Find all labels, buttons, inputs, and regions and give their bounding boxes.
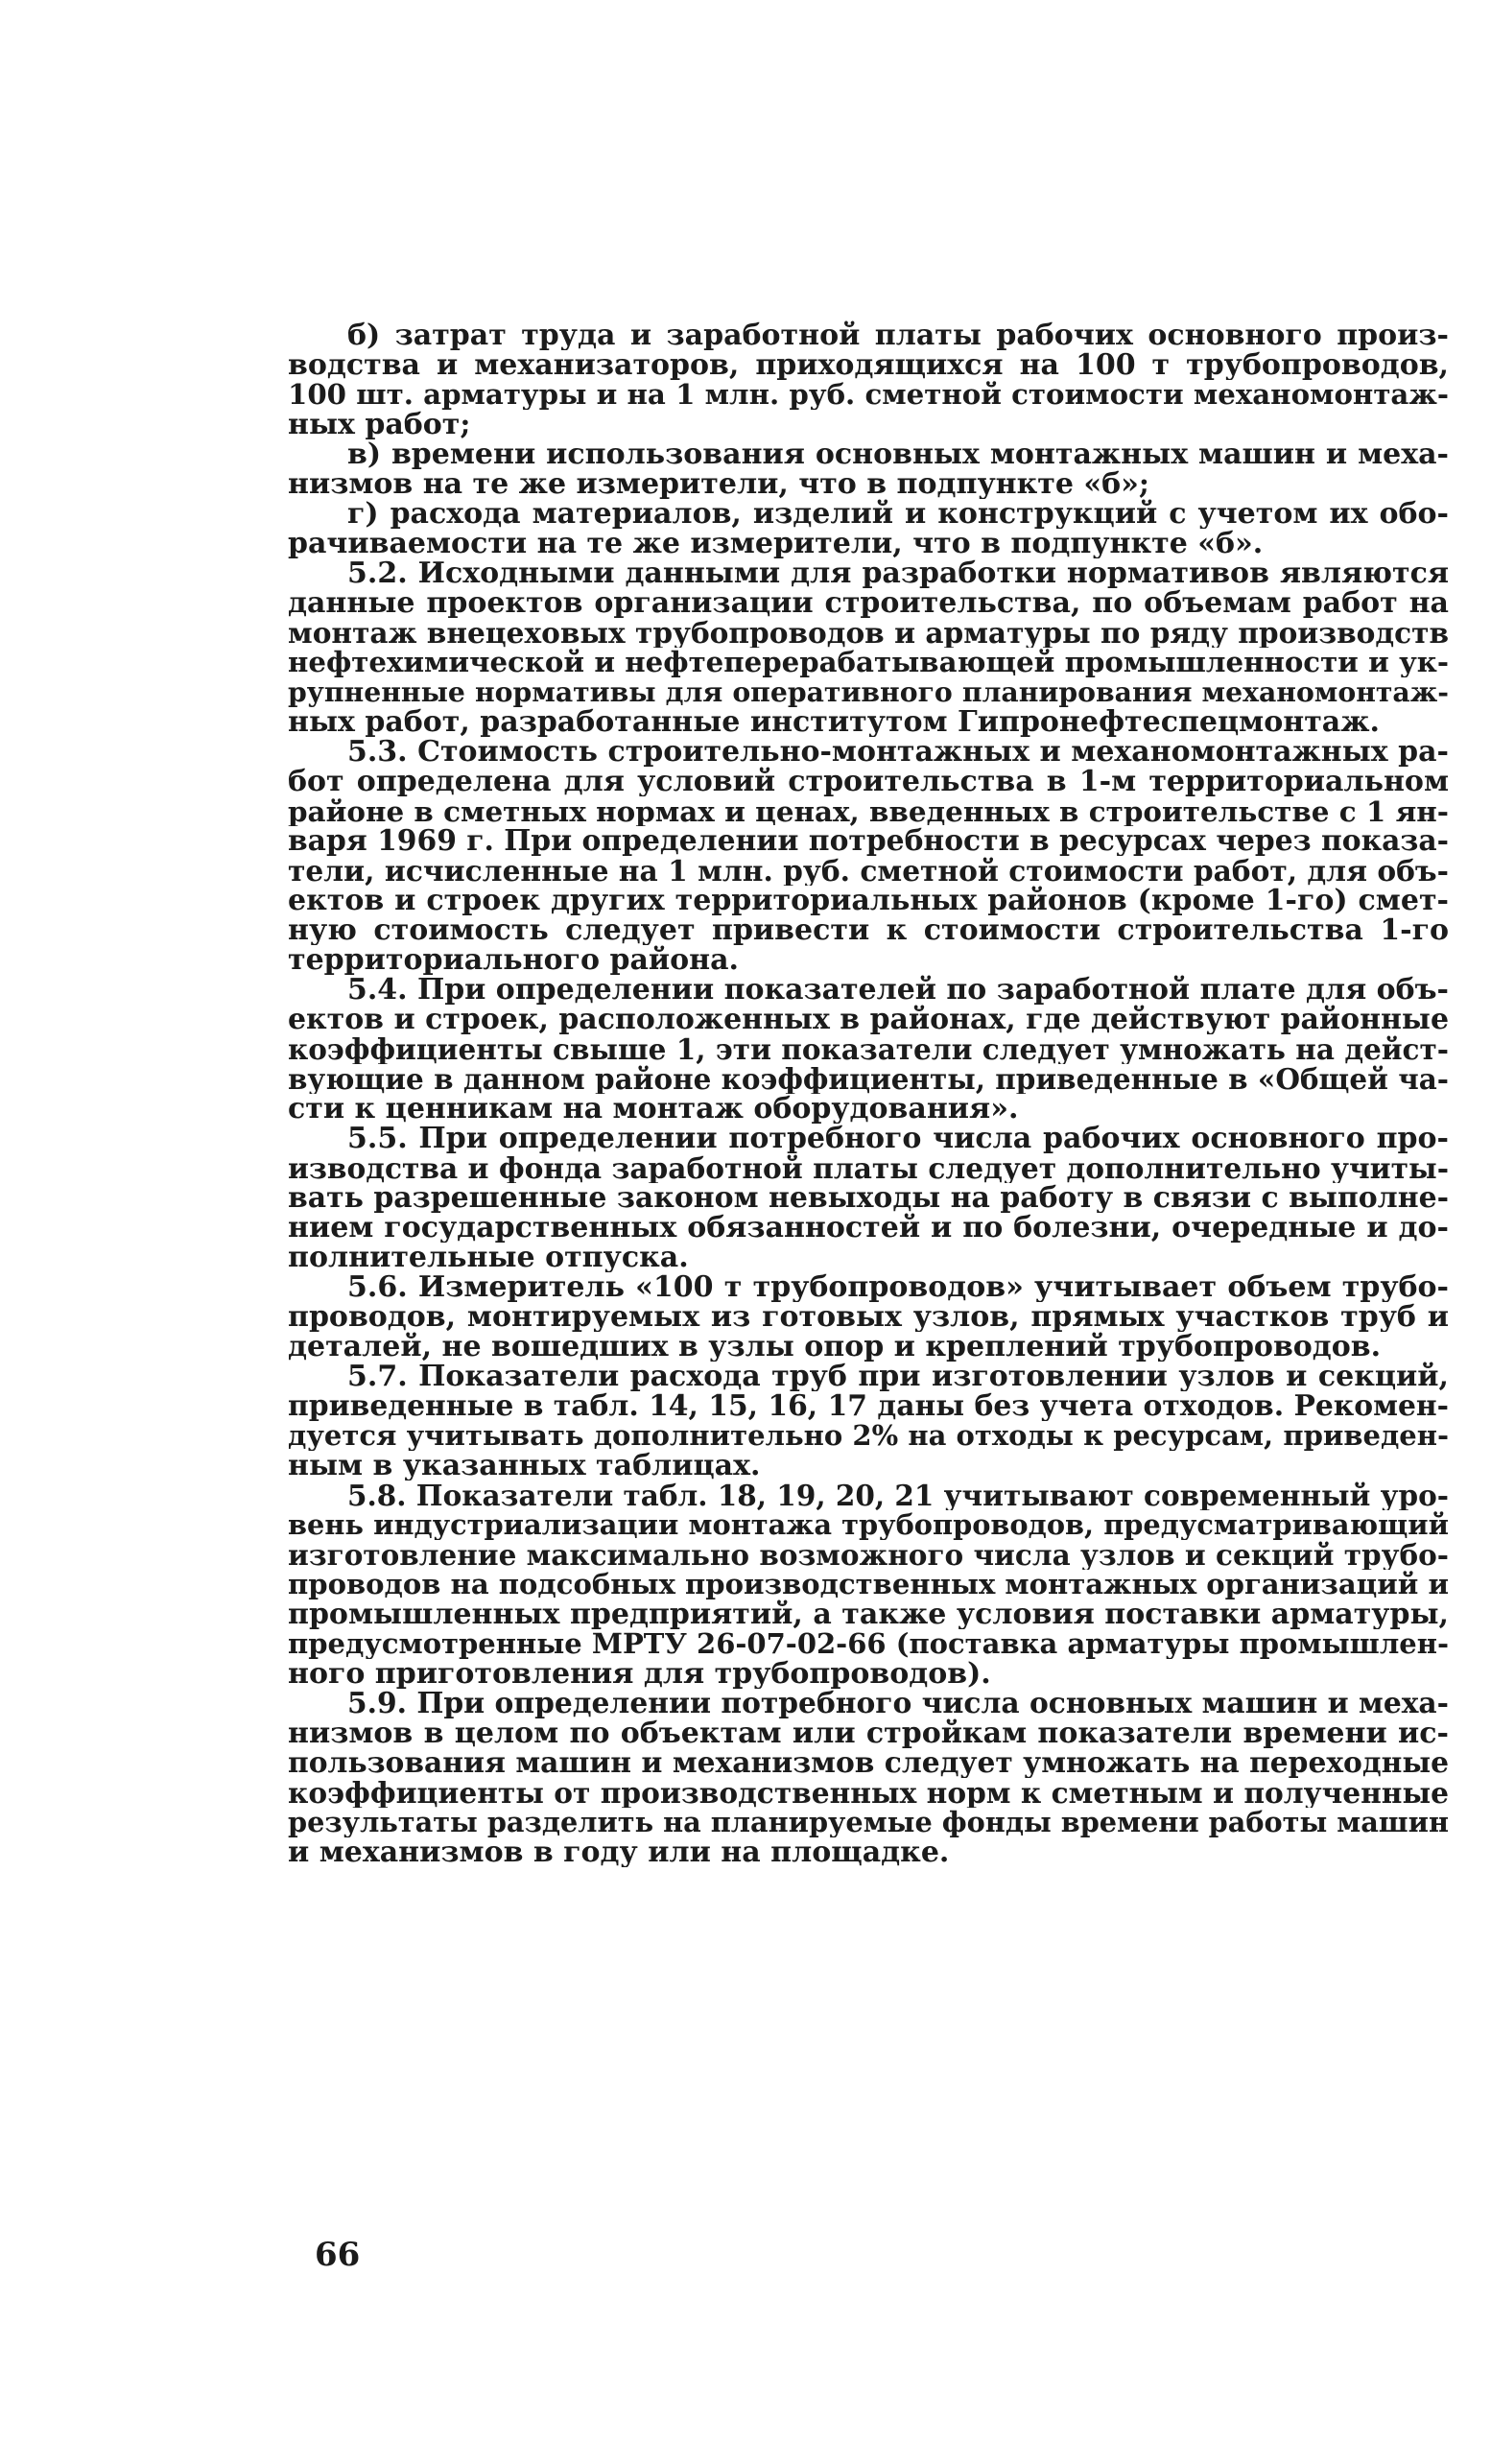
text-line: проводов, монтируемых из готовых узлов, прямых участков труб и	[288, 1302, 1449, 1332]
paragraph-5-4	[288, 975, 1449, 1124]
text-line: ного приготовления для трубопроводов).	[288, 1659, 991, 1689]
text-line: 5.7. Показатели расхода труб при изготовлении узлов и секций,	[347, 1362, 1449, 1391]
text-line: рупненные нормативы для оперативного планирования механомонтаж-	[288, 677, 1449, 707]
paragraph-5-6	[288, 1272, 1449, 1362]
paragraph-5-3	[288, 737, 1449, 975]
text-line: территориального района.	[288, 945, 739, 975]
text-line: дуется учитывать дополнительно 2% на отходы к ресурсам, приведен-	[288, 1421, 1449, 1451]
paragraph-5-5	[288, 1124, 1449, 1272]
text-line: рачиваемости на те же измерители, что в подпункте «б».	[288, 529, 1264, 558]
text-line: ектов и строек, расположенных в районах, где действуют районные	[288, 1005, 1449, 1034]
text-line: 5.5. При определении потребного числа рабочих основного про-	[347, 1124, 1449, 1153]
text-line: вень индустриализации монтажа трубопроводов, предусматривающий	[288, 1510, 1449, 1540]
text-line: варя 1969 г. При определении потребности в ресурсах через показа-	[288, 826, 1449, 856]
text-line: низмов в целом по объектам или стройкам показатели времени ис-	[288, 1718, 1449, 1748]
paragraph-5-8	[288, 1481, 1449, 1689]
text-line: 5.9. При определении потребного числа основных машин и меха-	[347, 1689, 1449, 1718]
text-line: коэффициенты свыше 1, эти показатели следует умножать на дейст-	[288, 1034, 1449, 1064]
page-number: 66	[315, 2236, 361, 2274]
text-line: монтаж внецеховых трубопроводов и арматуры по ряду производств	[288, 618, 1449, 648]
text-line: 5.6. Измеритель «100 т трубопроводов» учитывает объем трубо-	[347, 1272, 1449, 1302]
text-line: 5.8. Показатели табл. 18, 19, 20, 21 учитывают современный уро-	[347, 1481, 1449, 1510]
text-line: вать разрешенные законом невыходы на работу в связи с выполне-	[288, 1183, 1449, 1213]
text-line: тели, исчисленные на 1 млн. руб. сметной стоимости работ, для объ-	[288, 856, 1449, 886]
text-line: результаты разделить на планируемые фонды времени работы машин	[288, 1808, 1449, 1837]
text-line: 5.3. Стоимость строительно-монтажных и механомонтажных ра-	[347, 737, 1449, 767]
text-line: ных работ;	[288, 410, 471, 439]
paragraph-5-1-b	[288, 320, 1449, 439]
text-line: ным в указанных таблицах.	[288, 1451, 761, 1481]
text-line: ных работ, разработанные институтом Гипронефтеспецмонтаж.	[288, 707, 1380, 737]
text-line: 5.2. Исходными данными для разработки нормативов являются	[347, 558, 1449, 588]
text-line: изготовление максимально возможного числа узлов и секций трубо-	[288, 1540, 1449, 1570]
paragraph-5-9	[288, 1689, 1449, 1867]
text-line: и механизмов в году или на площадке.	[288, 1837, 950, 1867]
text-line: деталей, не вошедших в узлы опор и креплений трубопроводов.	[288, 1332, 1382, 1362]
text-line: в) времени использования основных монтажных машин и меха-	[347, 439, 1449, 469]
text-line: проводов на подсобных производственных монтажных организаций и	[288, 1570, 1449, 1599]
paragraph-5-7	[288, 1362, 1449, 1481]
text-line: вующие в данном районе коэффициенты, приведенные в «Общей ча-	[288, 1064, 1449, 1094]
text-line: 5.4. При определении показателей по заработной плате для объ-	[347, 975, 1449, 1005]
text-line: пользования машин и механизмов следует умножать на переходные	[288, 1748, 1449, 1778]
text-line: нефтехимической и нефтеперерабатывающей промышленности и ук-	[288, 648, 1449, 677]
text-line: изводства и фонда заработной платы следует дополнительно учиты-	[288, 1153, 1449, 1183]
paragraph-5-2	[288, 558, 1449, 737]
paragraph-5-1-v	[288, 439, 1449, 499]
text-line: данные проектов организации строительства, по объемам работ на	[288, 588, 1449, 618]
text-line: сти к ценникам на монтаж оборудования».	[288, 1094, 1019, 1124]
text-line: полнительные отпуска.	[288, 1243, 689, 1272]
paragraph-5-1-g	[288, 499, 1449, 558]
text-line: коэффициенты от производственных норм к сметным и полученные	[288, 1778, 1449, 1808]
text-line: нием государственных обязанностей и по болезни, очередные и до-	[288, 1213, 1449, 1243]
text-line: г) расхода материалов, изделий и конструкций с учетом их обо-	[347, 499, 1449, 529]
text-line: низмов на те же измерители, что в подпункте «б»;	[288, 469, 1149, 499]
text-block	[288, 320, 1449, 1867]
text-line: предусмотренные МРТУ 26-07-02-66 (поставка арматуры промышлен-	[288, 1629, 1449, 1659]
text-line: ную стоимость следует привести к стоимости строительства 1-го	[288, 915, 1449, 945]
text-line: бот определена для условий строительства в 1-м территориальном	[288, 767, 1449, 796]
text-line: водства и механизаторов, приходящихся на 100 т трубопроводов,	[288, 350, 1449, 380]
text-line: ектов и строек других территориальных районов (кроме 1-го) смет-	[288, 886, 1449, 915]
text-line: 100 шт. арматуры и на 1 млн. руб. сметной стоимости механомонтаж-	[288, 380, 1449, 410]
text-line: районе в сметных нормах и ценах, введенных в строительстве с 1 ян-	[288, 796, 1449, 826]
text-line: приведенные в табл. 14, 15, 16, 17 даны без учета отходов. Рекомен-	[288, 1391, 1449, 1421]
text-line: промышленных предприятий, а также условия поставки арматуры,	[288, 1599, 1449, 1629]
text-line: б) затрат труда и заработной платы рабочих основного произ-	[347, 320, 1449, 350]
